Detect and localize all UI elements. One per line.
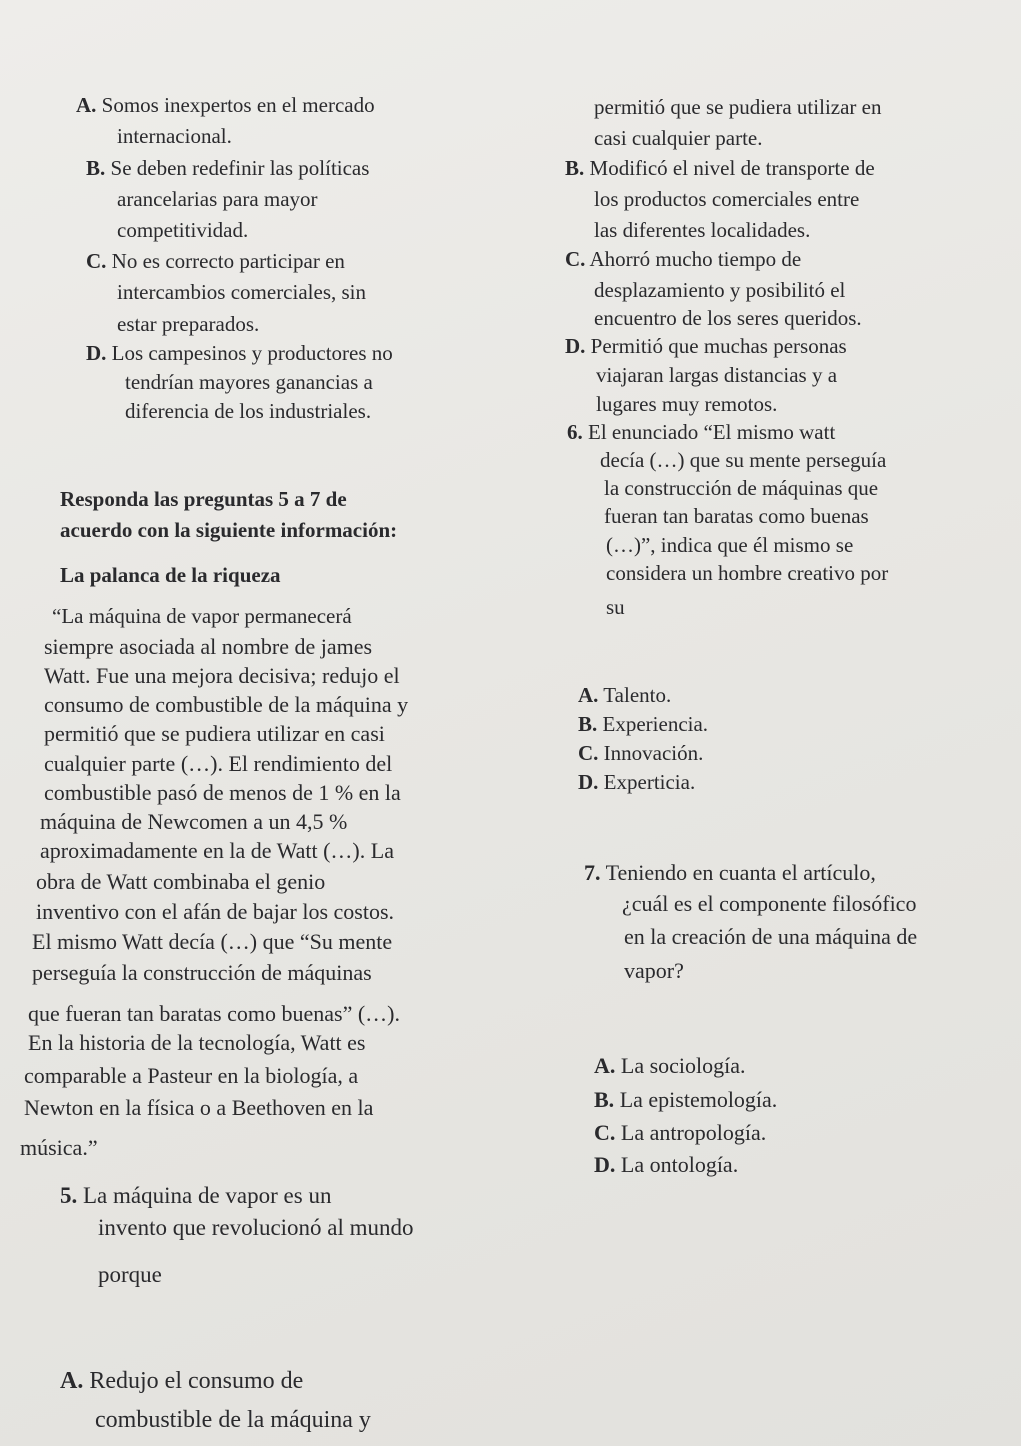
instructions-line-2: acuerdo con la siguiente información:: [60, 518, 398, 542]
option-c: C. No es correcto participar en: [86, 249, 345, 273]
q7-option-b[interactable]: B. La epistemología.: [594, 1087, 778, 1112]
reading-title: La palanca de la riqueza: [60, 563, 281, 587]
q5-stem: 5. La máquina de vapor es un: [60, 1183, 332, 1208]
option-a: A. Somos inexpertos en el mercado: [76, 93, 375, 117]
q5-option-d: D. Permitió que muchas personas: [565, 334, 847, 358]
q6-option-d[interactable]: D. Experticia.: [578, 770, 696, 794]
q6-option-c[interactable]: C. Innovación.: [578, 741, 704, 765]
instructions-line-1: Responda las preguntas 5 a 7 de: [60, 487, 347, 511]
option-b: B. Se deben redefinir las políticas: [86, 156, 370, 180]
q6-option-a[interactable]: A. Talento.: [578, 683, 672, 707]
q6-option-b[interactable]: B. Experiencia.: [578, 712, 709, 736]
q7-option-c[interactable]: C. La antropología.: [594, 1120, 767, 1145]
q7-option-d[interactable]: D. La ontología.: [594, 1152, 739, 1177]
q5-option-b: B. Modificó el nivel de transporte de: [565, 156, 875, 180]
q5-option-c: C. Ahorró mucho tiempo de: [565, 247, 802, 271]
option-d: D. Los campesinos y productores no: [86, 341, 393, 365]
q6-stem: 6. El enunciado “El mismo watt: [567, 420, 836, 444]
q5-option-a: A. Redujo el consumo de: [60, 1368, 304, 1394]
q7-option-a[interactable]: A. La sociología.: [594, 1053, 746, 1078]
worksheet-page: A. Somos inexpertos en el mercado internacional. B. Se deben redefinir las políticas arancelarias para mayor competitividad. C. No es correcto participar en intercambios comerciales, sin estar preparados. D. Los campesinos y productores no tendrían mayores ganancias a diferencia de los industriales. Responda las preguntas 5 a 7 de acuerdo con la siguiente información: La palanca de la riqueza “La máquina de vapor permanecerá siempre asociada al nombre de james Watt. Fue una mejora decisiva; redujo el consumo de combustible de la máquina y permitió que se pudiera utilizar en casi cualquier parte (…). El rendimiento del combustible pasó de menos de 1 % en la máquina de Newcomen a un 4,5 % aproximadamente en la de Watt (…). La obra de Watt combinaba el genio inventivo con el afán de bajar los costos. El mismo Watt decía (…) que “Su mente perseguía la construcción de máquinas que fueran tan baratas como buenas” (…). En la historia de la tecnología, Watt es comparable a Pasteur en la biología, a Newton en la física o a Beethoven en la música.” 5. La máquina de vapor es un invento que revolucionó al mundo porque A. Redujo el consumo de combustible de la máquina y permitió que se pudiera utilizar en casi cualquier parte. B. Modificó el nivel de transporte de los productos comerciales entre las diferentes localidades. C. Ahorró mucho tiempo de desplazamiento y posibilitó el encuentro de los seres queridos. D. Permitió que muchas personas viajaran largas distancias y a lugares muy remotos. 6. El enunciado “El mismo watt decía (…) que su mente perseguía la construcción de máquinas que fueran tan baratas como buenas (…)”, indica que él mismo se considera un hombre creativo por su A. Talento. B. Experiencia. C. Innovación. D. Experticia. 7. Teniendo en cuanta el artículo, ¿cuál es el componente filosófico en la creación de una máquina de vapor? A. La sociología. B. La epistemología. C. La antropología. D. La ontología.: [20, 93, 918, 1433]
q7-stem: 7. Teniendo en cuanta el artículo,: [584, 860, 876, 885]
